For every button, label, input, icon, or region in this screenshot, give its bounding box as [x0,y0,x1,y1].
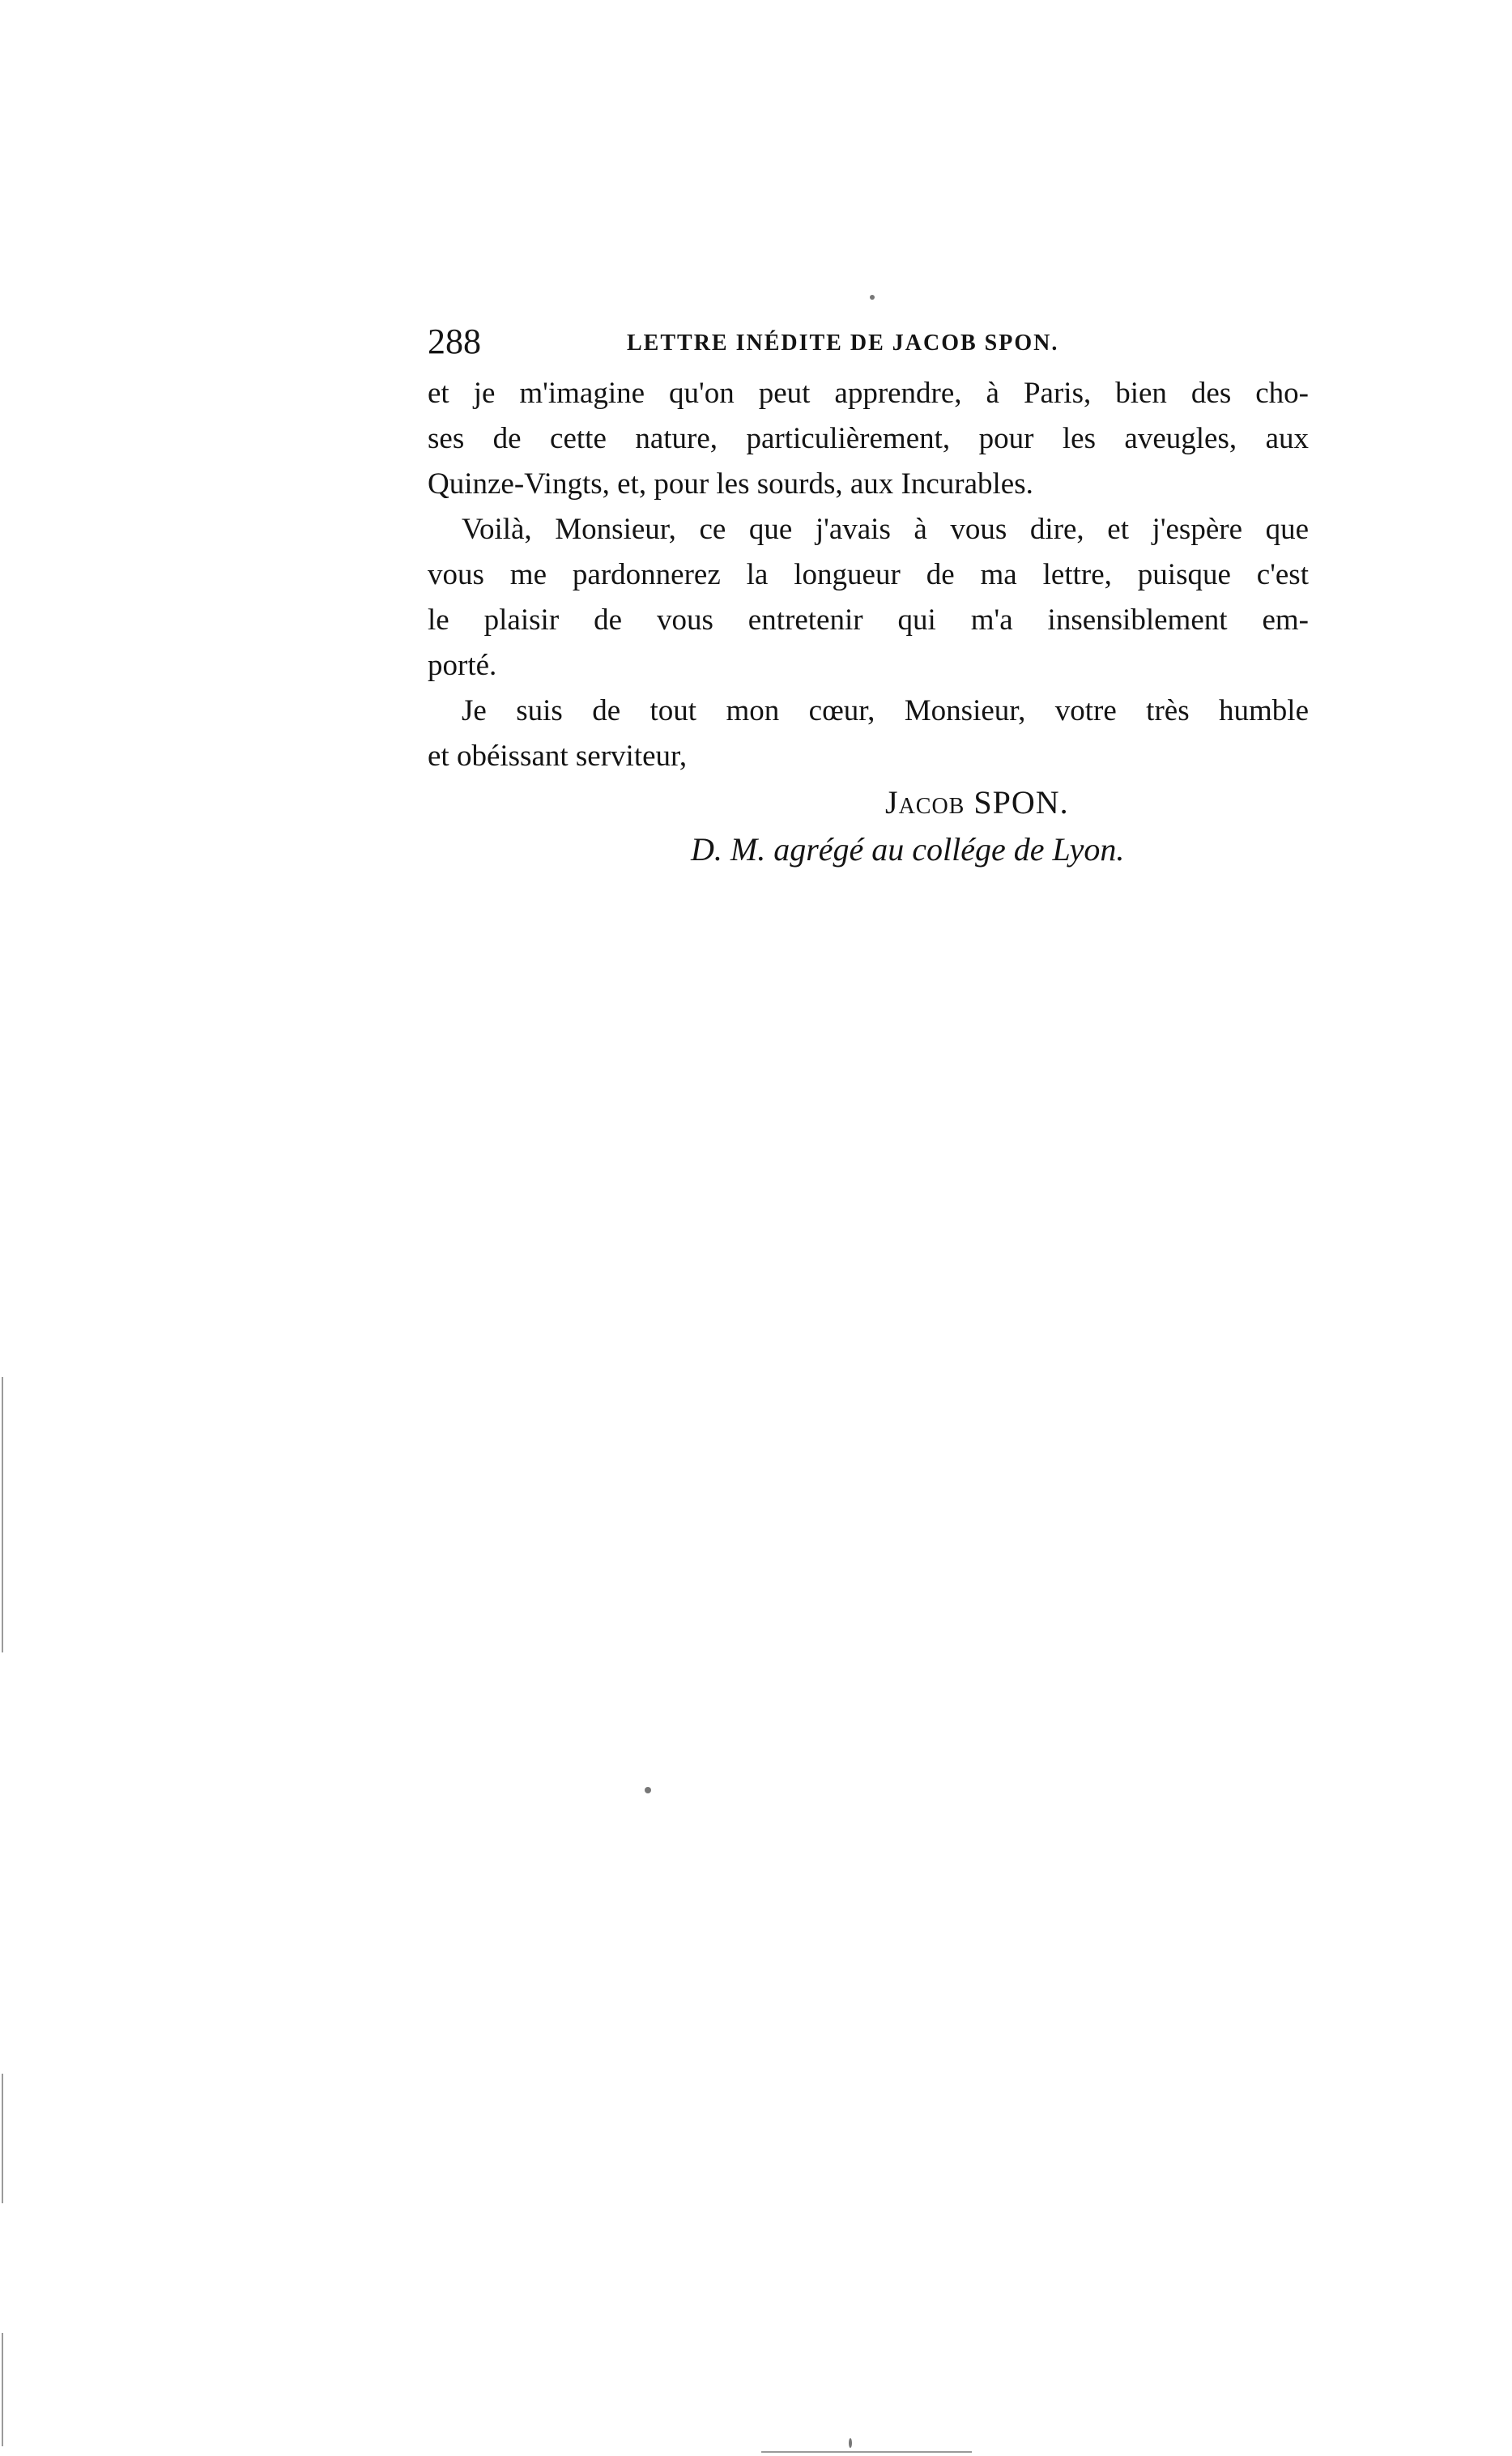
text-line: porté. [428,649,497,682]
scan-speck [645,1787,651,1793]
text-line: Voilà, Monsieur, ce que j'avais à vous dire, et j'espère que [462,513,1309,546]
scan-speck [849,2438,852,2448]
signature-credentials: D. M. agrégé au collége de Lyon. [691,831,1125,868]
text-line: Quinze-Vingts, et, pour les sourds, aux Incurables. [428,467,1033,501]
text-line: ses de cette nature, particulièrement, pour les aveugles, aux [428,422,1309,455]
scan-edge-streak [2,2074,3,2203]
running-head [428,322,1318,361]
scan-bottom-rule [761,2451,972,2453]
running-title: LETTRE INÉDITE DE JACOB SPON. [627,330,1059,356]
letter-body [428,371,1309,873]
scan-edge-streak [2,1377,3,1652]
scan-speck [870,295,875,300]
text-line: le plaisir de vous entretenir qui m'a insensiblement em- [428,603,1309,637]
text-line: et je m'imagine qu'on peut apprendre, à Paris, bien des cho- [428,377,1309,410]
scan-edge-streak [2,2333,3,2446]
text-line: vous me pardonnerez la longueur de ma lettre, puisque c'est [428,558,1309,591]
signature: Jacob SPON. [885,784,1069,821]
text-line: Je suis de tout mon cœur, Monsieur, votre très humble [462,694,1309,727]
page-number: 288 [428,322,481,361]
text-line: et obéissant serviteur, [428,740,688,773]
